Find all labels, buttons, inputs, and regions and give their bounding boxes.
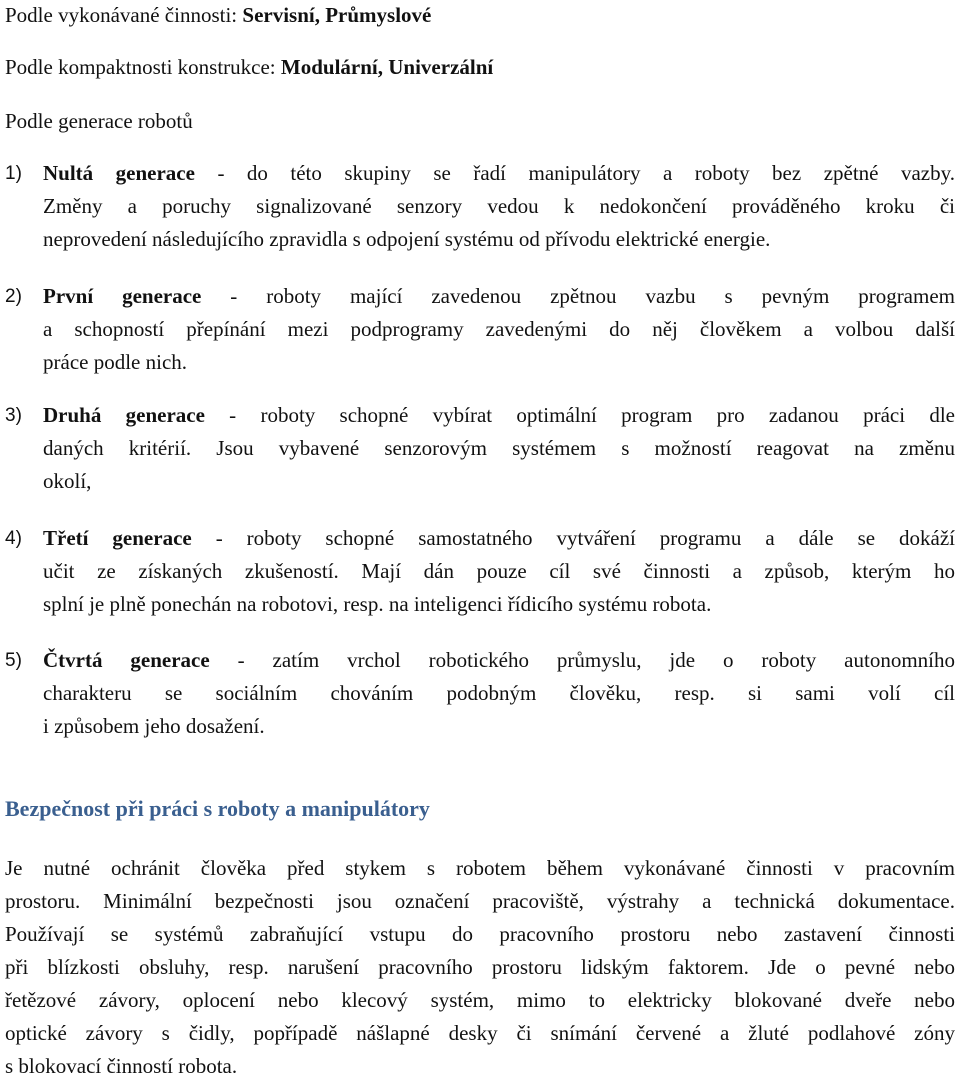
item-line: Nultá generace - do této skupiny se řadí manipulátory a roboty bez zpětné vazby. [43,161,955,185]
item-line: splní je plně ponechán na robotovi, resp. na inteligenci řídicího systému robota. [43,592,712,616]
generation-title: První generace [43,284,202,308]
generation-title: Čtvrtá generace [43,648,210,672]
generation-item [5,280,955,379]
item-line: První generace - roboty mající zavedenou zpětnou vazbu s pevným programem [43,284,955,308]
item-line: okolí, [43,469,92,493]
item-line: Třetí generace - roboty schopné samostatného vytváření programu a dále se dokáží [43,526,955,550]
value: Servisní, Průmyslové [242,3,432,27]
item-line: práce podle nich. [43,350,188,374]
classification-by-construction [5,54,493,80]
classification-by-activity [5,2,431,28]
item-line: a schopností přepínání mezi podprogramy zavedenými do něj člověkem a volbou další [43,317,955,341]
list-number: 5) [5,650,22,671]
safety-paragraph [5,852,955,1083]
label: Podle generace robotů [5,109,193,133]
generation-title: Druhá generace [43,403,205,427]
item-line: neprovedení následujícího zpravidla s odpojení systému od přívodu elektrické energie. [43,227,771,251]
generation-title: Nultá generace [43,161,195,185]
paragraph-line: řetězové závory, oplocení nebo klecový systém, mimo to elektricky blokované dveře nebo [5,988,955,1012]
item-line: charakteru se sociálním chováním podobným člověku, resp. si sami volí cíl [43,681,955,705]
generation-item [5,644,955,743]
value: Modulární, Univerzální [280,55,494,79]
list-number: 1) [5,163,22,184]
item-line: učit ze získaných zkušeností. Mají dán pouze cíl své činnosti a způsob, kterým ho [43,559,955,583]
paragraph-line: při blízkosti obsluhy, resp. narušení pracovního prostoru lidským faktorem. Jde o pevné nebo [5,955,955,979]
generation-item [5,522,955,621]
item-line: i způsobem jeho dosažení. [43,714,265,738]
paragraph-line: s blokovací činností robota. [5,1054,238,1078]
generation-item [5,399,955,498]
paragraph-line: Používají se systémů zabraňující vstupu do pracovního prostoru nebo zastavení činnosti [5,922,955,946]
item-line: Druhá generace - roboty schopné vybírat optimální program pro zadanou práci dle [43,403,955,427]
section-heading: Bezpečnost při práci s roboty a manipulátory [5,796,430,821]
paragraph-line: Je nutné ochránit člověka před stykem s robotem během vykonávané činnosti v pracovním [5,856,955,880]
generation-title: Třetí generace [43,526,192,550]
label: Podle vykonávané činnosti: [5,3,238,27]
list-number: 2) [5,286,22,307]
paragraph-line: optické závory s čidly, popřípadě nášlapné desky či snímání červené a žluté podlahové zóny [5,1021,955,1045]
label: Podle kompaktnosti konstrukce: [5,55,276,79]
item-line: daných kritérií. Jsou vybavené senzorovým systémem s možností reagovat na změnu [43,436,955,460]
item-line: Čtvrtá generace - zatím vrchol robotického průmyslu, jde o roboty autonomního [43,648,955,672]
item-line: Změny a poruchy signalizované senzory vedou k nedokončení prováděného kroku či [43,194,955,218]
paragraph-line: prostoru. Minimální bezpečnosti jsou označení pracoviště, výstrahy a technická dokumentace. [5,889,955,913]
classification-by-generation [5,108,193,134]
list-number: 4) [5,528,22,549]
generation-item [5,157,955,256]
list-number: 3) [5,405,22,426]
